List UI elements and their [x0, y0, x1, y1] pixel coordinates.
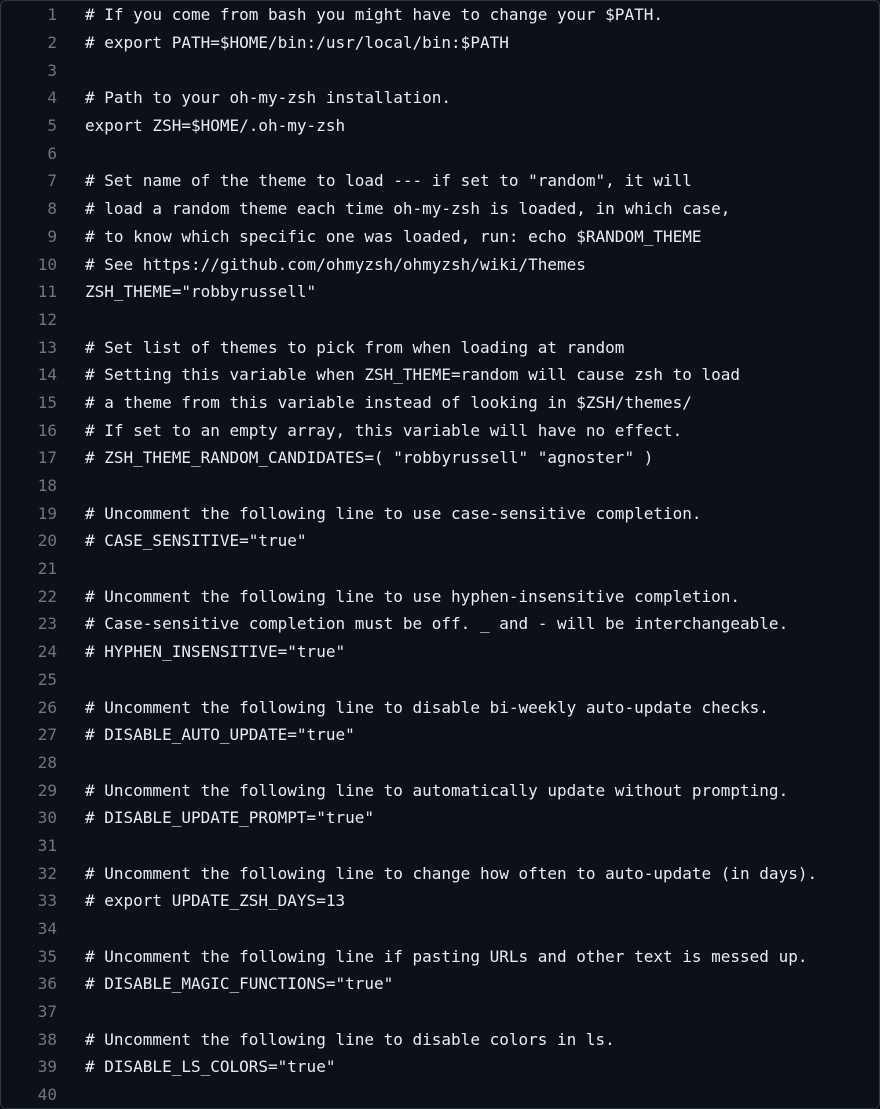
line-number[interactable]: 30 [37, 808, 57, 828]
line-number[interactable]: 31 [37, 835, 57, 855]
line-number[interactable]: 7 [47, 171, 57, 191]
line-text: # CASE_SENSITIVE="true" [85, 531, 307, 551]
line-number[interactable]: 6 [47, 143, 57, 163]
code-line [1, 195, 879, 223]
line-number[interactable]: 24 [37, 642, 57, 662]
line-text: # DISABLE_AUTO_UPDATE="true" [85, 725, 355, 745]
line-text: export ZSH=$HOME/.oh-my-zsh [85, 116, 346, 136]
code-line [1, 278, 879, 306]
code-line [1, 998, 879, 1026]
code-line [1, 167, 879, 195]
line-number[interactable]: 27 [37, 725, 57, 745]
line-number[interactable]: 23 [37, 614, 57, 634]
line-number[interactable]: 14 [37, 365, 57, 385]
code-line [1, 29, 879, 57]
code-line [1, 472, 879, 500]
line-number[interactable]: 22 [37, 586, 57, 606]
line-text: # ZSH_THEME_RANDOM_CANDIDATES=( "robbyrussell" "agnoster" ) [85, 448, 654, 468]
line-number[interactable]: 20 [37, 531, 57, 551]
code-line [1, 942, 879, 970]
line-text: # See https://github.com/ohmyzsh/ohmyzsh/wiki/Themes [85, 254, 586, 274]
code-line [1, 832, 879, 860]
code-view [1, 1, 879, 1109]
line-text: # If you come from bash you might have to change your $PATH. [85, 5, 663, 25]
code-line [1, 804, 879, 832]
line-text: # Setting this variable when ZSH_THEME=random will cause zsh to load [85, 365, 741, 385]
code-line [1, 610, 879, 638]
code-line [1, 1053, 879, 1081]
code-line [1, 389, 879, 417]
line-text: # DISABLE_LS_COLORS="true" [85, 1057, 336, 1077]
line-number[interactable]: 8 [47, 199, 57, 219]
line-text: # HYPHEN_INSENSITIVE="true" [85, 642, 346, 662]
line-text: # a theme from this variable instead of looking in $ZSH/themes/ [85, 392, 692, 412]
line-text: # export UPDATE_ZSH_DAYS=13 [85, 891, 346, 911]
line-text: # Case-sensitive completion must be off. _ and - will be interchangeable. [85, 614, 789, 634]
line-number[interactable]: 36 [37, 974, 57, 994]
code-line [1, 416, 879, 444]
code-line [1, 915, 879, 943]
code-line [1, 223, 879, 251]
line-number[interactable]: 26 [37, 697, 57, 717]
line-number[interactable]: 25 [37, 669, 57, 689]
line-number[interactable]: 35 [37, 946, 57, 966]
line-number[interactable]: 3 [47, 60, 57, 80]
line-number[interactable]: 11 [37, 282, 57, 302]
line-text: # export PATH=$HOME/bin:/usr/local/bin:$PATH [85, 33, 509, 53]
line-text: # DISABLE_UPDATE_PROMPT="true" [85, 808, 374, 828]
code-line [1, 333, 879, 361]
line-number[interactable]: 1 [47, 5, 57, 25]
line-text: # DISABLE_MAGIC_FUNCTIONS="true" [85, 974, 394, 994]
line-text: # Set name of the theme to load --- if set to "random", it will [85, 171, 692, 191]
line-number[interactable]: 16 [37, 420, 57, 440]
code-line [1, 582, 879, 610]
code-line [1, 250, 879, 278]
line-text: # to know which specific one was loaded, run: echo $RANDOM_THEME [85, 226, 702, 246]
line-number[interactable]: 39 [37, 1057, 57, 1077]
line-number[interactable]: 19 [37, 503, 57, 523]
code-line [1, 444, 879, 472]
line-number[interactable]: 15 [37, 392, 57, 412]
code-line [1, 970, 879, 998]
code-line [1, 306, 879, 334]
code-line [1, 1081, 879, 1109]
code-line [1, 721, 879, 749]
line-number[interactable]: 33 [37, 891, 57, 911]
line-text: # Set list of themes to pick from when loading at random [85, 337, 625, 357]
line-text: # If set to an empty array, this variable will have no effect. [85, 420, 683, 440]
code-line [1, 139, 879, 167]
code-line [1, 56, 879, 84]
line-text: # Uncomment the following line to use case-sensitive completion. [85, 503, 702, 523]
code-line [1, 499, 879, 527]
code-line [1, 859, 879, 887]
line-text: # Uncomment the following line to disable colors in ls. [85, 1029, 615, 1049]
line-text: # Uncomment the following line to automatically update without prompting. [85, 780, 789, 800]
line-number[interactable]: 34 [37, 919, 57, 939]
line-number[interactable]: 2 [47, 33, 57, 53]
code-line [1, 638, 879, 666]
code-line [1, 1025, 879, 1053]
line-number[interactable]: 4 [47, 88, 57, 108]
line-number[interactable]: 38 [37, 1029, 57, 1049]
code-line [1, 361, 879, 389]
code-line [1, 112, 879, 140]
line-number[interactable]: 32 [37, 863, 57, 883]
line-number[interactable]: 12 [37, 309, 57, 329]
code-line [1, 776, 879, 804]
line-number[interactable]: 21 [37, 559, 57, 579]
code-line [1, 527, 879, 555]
line-text: # Uncomment the following line to change how often to auto-update (in days). [85, 863, 818, 883]
line-number[interactable]: 28 [37, 752, 57, 772]
line-text: # load a random theme each time oh-my-zsh is loaded, in which case, [85, 199, 731, 219]
line-number[interactable]: 29 [37, 780, 57, 800]
line-number[interactable]: 10 [37, 254, 57, 274]
line-number[interactable]: 17 [37, 448, 57, 468]
line-number[interactable]: 9 [47, 226, 57, 246]
line-number[interactable]: 18 [37, 476, 57, 496]
line-number[interactable]: 40 [37, 1085, 57, 1105]
line-number[interactable]: 5 [47, 116, 57, 136]
line-text: ZSH_THEME="robbyrussell" [85, 282, 317, 302]
line-text: # Path to your oh-my-zsh installation. [85, 88, 452, 108]
code-line [1, 749, 879, 777]
line-text: # Uncomment the following line to use hyphen-insensitive completion. [85, 586, 741, 606]
code-line [1, 1, 879, 29]
code-line [1, 555, 879, 583]
code-line [1, 887, 879, 915]
code-line [1, 84, 879, 112]
code-line [1, 666, 879, 694]
line-text: # Uncomment the following line to disable bi-weekly auto-update checks. [85, 697, 769, 717]
line-number[interactable]: 13 [37, 337, 57, 357]
line-text: # Uncomment the following line if pasting URLs and other text is messed up. [85, 946, 808, 966]
code-line [1, 693, 879, 721]
line-number[interactable]: 37 [37, 1002, 57, 1022]
